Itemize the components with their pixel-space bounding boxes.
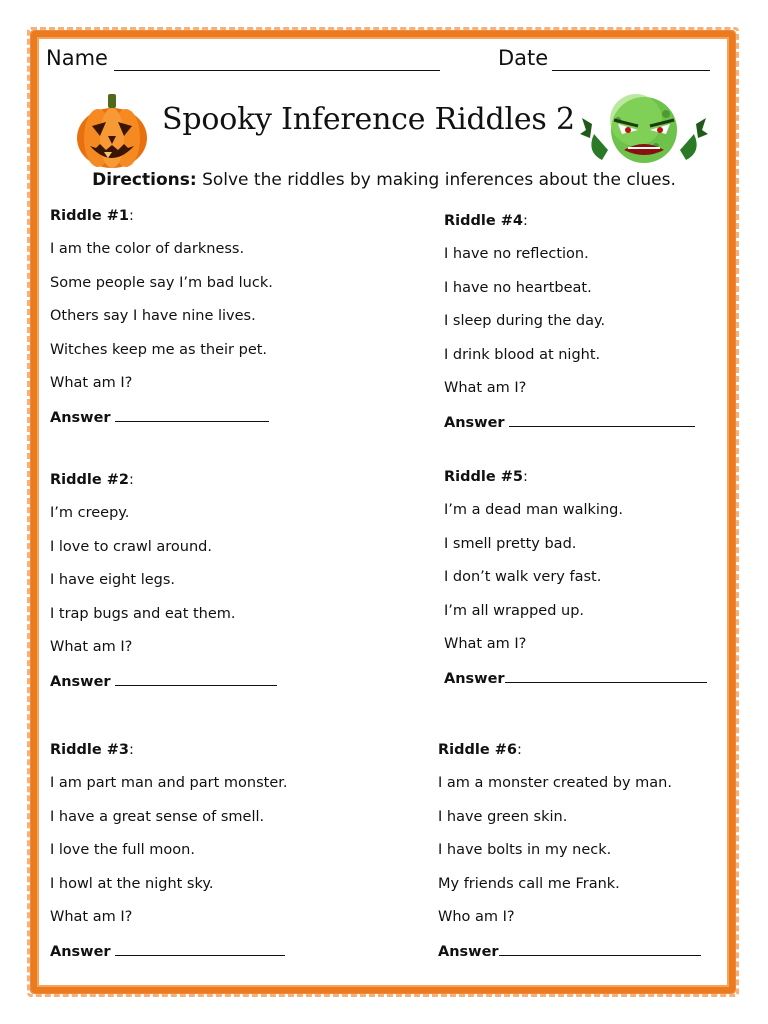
riddle-2	[50, 472, 277, 703]
title-row	[74, 92, 714, 164]
riddle-line: I don’t walk very fast.	[444, 569, 602, 586]
answer-row	[50, 409, 273, 439]
riddle-3	[50, 742, 287, 973]
page-title: Spooky Inference Riddles 2	[162, 102, 575, 137]
riddle-line: I have a great sense of smell.	[50, 808, 265, 825]
riddle-line: What am I?	[50, 639, 133, 656]
riddle-line: I smell pretty bad.	[444, 535, 577, 552]
riddle-line: I have eight legs.	[50, 572, 176, 589]
answer-field[interactable]	[505, 670, 707, 683]
riddle-line: Some people say I’m bad luck.	[50, 274, 273, 291]
answer-row	[50, 943, 287, 973]
header-row	[46, 46, 716, 76]
answer-field[interactable]	[499, 943, 701, 956]
riddle-line: What am I?	[50, 375, 133, 392]
monster-icon	[578, 94, 710, 166]
answer-row	[444, 670, 707, 700]
riddle-line: I love the full moon.	[50, 842, 195, 859]
riddle-4	[444, 213, 695, 444]
answer-label: Answer	[444, 670, 505, 687]
riddle-line: I have no heartbeat.	[444, 279, 592, 296]
answer-field[interactable]	[115, 409, 269, 422]
riddle-line: I love to crawl around.	[50, 538, 212, 555]
riddle-heading: Riddle #5:	[444, 469, 528, 485]
answer-row	[438, 943, 701, 973]
directions-text: Solve the riddles by making inferences about the clues.	[196, 170, 676, 190]
answer-row	[444, 414, 695, 444]
pumpkin-icon	[74, 92, 150, 170]
riddle-line: I’m creepy.	[50, 505, 130, 521]
riddle-line: I am a monster created by man.	[438, 775, 672, 791]
date-label: Date	[498, 46, 549, 70]
riddle-line: Witches keep me as their pet.	[50, 341, 268, 358]
riddle-line: I have green skin.	[438, 808, 568, 825]
directions	[0, 170, 768, 190]
riddle-line: I have no reflection.	[444, 246, 589, 262]
riddle-line: I sleep during the day.	[444, 313, 606, 330]
riddle-line: I am part man and part monster.	[50, 775, 288, 791]
riddle-line: I have bolts in my neck.	[438, 842, 612, 859]
answer-label: Answer	[50, 943, 111, 960]
riddle-heading: Riddle #1:	[50, 208, 134, 224]
answer-label: Answer	[50, 673, 111, 690]
answer-field[interactable]	[115, 673, 277, 686]
riddle-1	[50, 208, 273, 439]
name-field[interactable]	[114, 46, 440, 71]
riddle-line: I’m a dead man walking.	[444, 502, 623, 518]
riddle-6	[438, 742, 701, 973]
riddle-line: Who am I?	[438, 909, 515, 926]
riddle-line: What am I?	[50, 909, 133, 926]
answer-label: Answer	[438, 943, 499, 960]
answer-label: Answer	[444, 414, 505, 431]
riddle-line: I’m all wrapped up.	[444, 602, 585, 619]
riddle-line: My friends call me Frank.	[438, 875, 620, 892]
riddle-line: What am I?	[444, 636, 527, 653]
riddle-heading: Riddle #4:	[444, 213, 528, 229]
answer-field[interactable]	[115, 943, 285, 956]
riddle-line: I drink blood at night.	[444, 346, 601, 363]
riddle-line: I trap bugs and eat them.	[50, 605, 236, 622]
riddle-heading: Riddle #2:	[50, 472, 134, 488]
riddle-heading: Riddle #3:	[50, 742, 134, 758]
riddle-line: What am I?	[444, 380, 527, 397]
answer-row	[50, 673, 277, 703]
riddle-5	[444, 469, 707, 700]
date-field[interactable]	[552, 46, 710, 71]
name-label: Name	[46, 46, 108, 70]
riddle-heading: Riddle #6:	[438, 742, 522, 758]
riddle-line: I howl at the night sky.	[50, 875, 214, 892]
riddle-line: I am the color of darkness.	[50, 241, 245, 257]
answer-field[interactable]	[509, 414, 695, 427]
riddle-line: Others say I have nine lives.	[50, 308, 256, 325]
answer-label: Answer	[50, 409, 111, 426]
directions-label: Directions:	[92, 170, 197, 190]
